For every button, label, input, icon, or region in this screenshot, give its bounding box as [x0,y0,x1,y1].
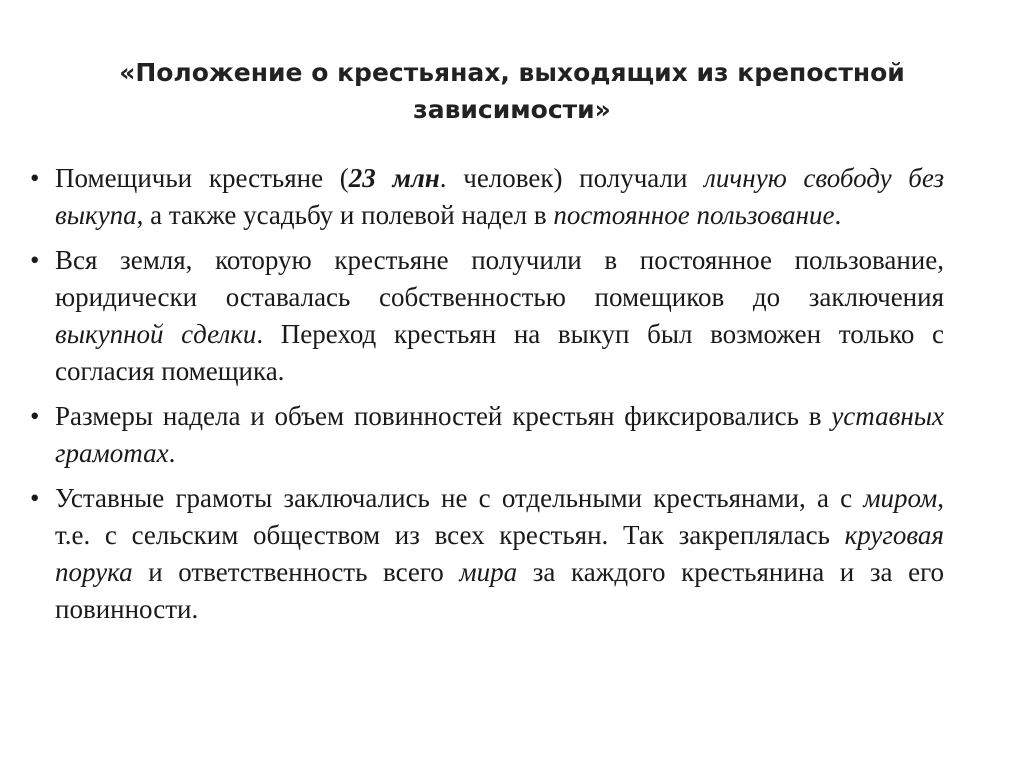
text-segment: . [168,438,176,468]
text-segment: Размеры надела и объем повинностей крестьян фиксировались в [55,401,832,431]
bullet-marker: • [30,245,40,275]
text-segment-italic: выкупной сделки [55,319,257,349]
bullet-text [55,483,944,624]
text-segment: . человек) получали [439,163,705,193]
text-segment: , т.е. с сельским обществом из всех крестьян. Так закреплялась [55,483,944,550]
bullet-item-4 [30,480,944,628]
slide-title: «Положение о крестьянах, выходящих из крепостной зависимости» [119,58,905,124]
bullet-list [30,160,944,636]
text-segment-italic: уставных грамотах [55,401,944,468]
text-segment: и ответственность всего [132,557,460,587]
text-segment-italic: миром [863,483,938,513]
text-segment-emphasis: 23 млн [348,163,440,193]
bullet-item-2 [30,242,944,390]
bullet-marker: • [30,483,40,513]
text-segment: . Переход крестьян на выкуп был возможен только с согласия помещика. [55,319,944,386]
text-segment: Уставные грамоты заключались не с отдельными крестьянами, а с [55,483,864,513]
text-segment: Помещичьи крестьяне ( [55,163,349,193]
text-segment: за каждого крестьянина и за его повинности. [55,557,944,624]
bullet-marker: • [30,401,40,431]
text-segment-italic: мира [459,557,518,587]
bullet-item-1 [30,160,944,234]
bullet-text [55,401,944,468]
text-segment-italic: личную свободу без выкупа [55,163,945,230]
bullet-marker: • [30,163,40,193]
bullet-item-3 [30,398,944,472]
text-segment-italic: постоянное пользование [553,200,835,230]
text-segment-italic: круговая порука [55,520,944,587]
text-segment: Вся земля, которую крестьяне получили в постоянное пользование, юридически оставалась собственностью помещиков до заключения [55,245,944,312]
bullet-text [55,163,944,230]
text-segment: , а также усадьбу и полевой надел в [136,200,554,230]
text-segment: . [834,200,842,230]
bullet-text [55,245,944,386]
